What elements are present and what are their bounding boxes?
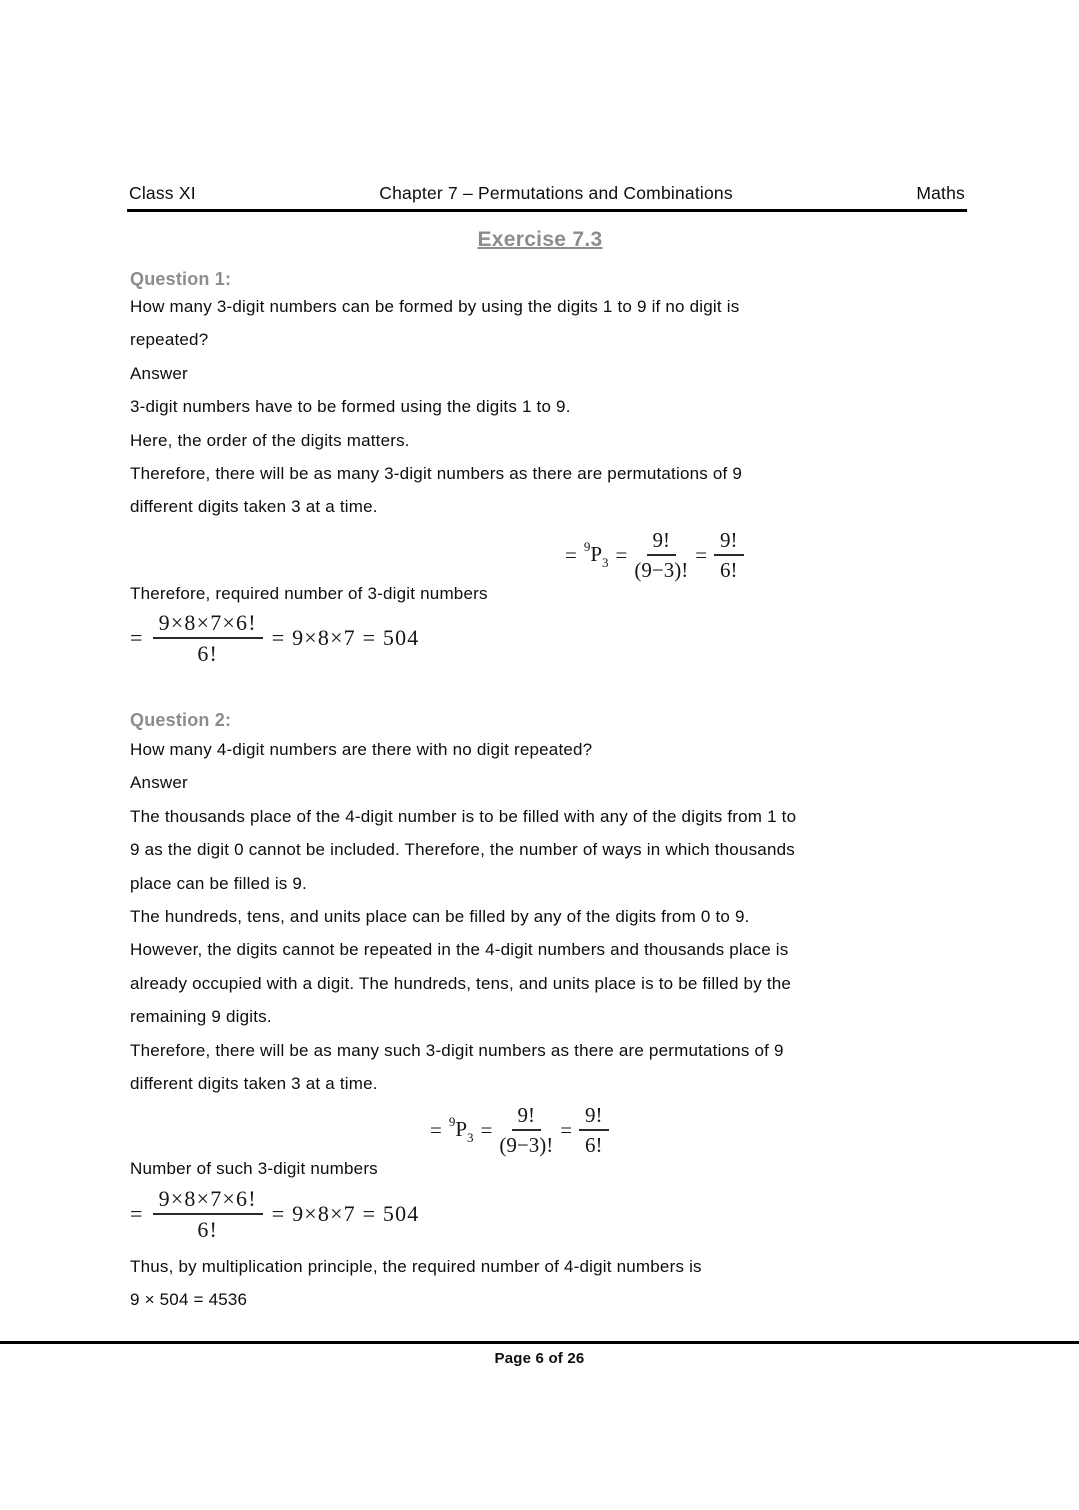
q2-permutation-formula-row [130,1103,960,1181]
formula-result: = 9×8×7 = 504 [271,625,420,651]
text-line: repeated? [130,330,209,350]
equals-sign: = [480,1117,493,1142]
text-line: The hundreds, tens, and units place can be filled by any of the digits from 0 to 9. [130,907,750,927]
exercise-title: Exercise 7.3 [477,228,603,251]
question-1-heading: Question 1: [130,269,232,289]
fraction: $\frac{9!}{6!}$ [714,528,744,582]
q1-formula-label: Therefore, required number of 3-digit numbers [130,584,488,603]
page-header [127,183,967,212]
text-line: different digits taken 3 at a time. [130,1074,378,1094]
equals-sign: = [615,542,628,567]
text-line: 3-digit numbers have to be formed using the digits 1 to 9. [130,397,571,417]
equals-sign: = [565,542,577,567]
equals-sign: = [130,1201,144,1227]
q2-calculation-row [130,1186,420,1250]
fraction: $\frac{9\times 8\times 7\times 6!}{6!}$ [153,610,263,667]
text-line: remaining 9 digits. [130,1007,272,1027]
q1-calculation-formula [130,610,420,667]
page-number-label: Page 6 of 26 [494,1350,585,1367]
fraction: $\frac{9!}{6!}$ [579,1103,609,1157]
equals-sign: = [130,625,144,651]
formula-result: = 9×8×7 = 504 [271,1201,420,1227]
text-line: Answer [130,363,188,383]
text-line: 9 as the digit 0 cannot be included. Therefore, the number of ways in which thousands [130,840,795,860]
text-line: Thus, by multiplication principle, the required number of 4-digit numbers is [130,1257,702,1276]
q1-permutation-formula-row [130,528,960,606]
text-line: How many 3-digit numbers can be formed by using the digits 1 to 9 if no digit is [130,297,740,316]
q2-calculation-formula [130,1186,420,1243]
text-line: The thousands place of the 4-digit number is to be filled with any of the digits from 1 to [130,806,797,826]
q1-calculation-row [130,610,420,674]
header-chapter-title: Chapter 7 – Permutations and Combinations [379,183,733,203]
fraction: $\frac{9\times 8\times 7\times 6!}{6!}$ [153,1186,263,1243]
text-line: 9 × 504 = 4536 [130,1290,248,1310]
text-line: place can be filled is 9. [130,873,307,893]
text-line: Here, the order of the digits matters. [130,430,410,450]
footer-divider [0,1341,1079,1344]
text-line: Therefore, there will be as many 3-digit numbers as there are permutations of 9 [130,464,743,484]
text-line: Answer [130,773,188,793]
npr-term: $^9P_3$ [583,539,609,571]
npr-term: $^9P_3$ [448,1114,474,1146]
text-line: Therefore, there will be as many such 3-digit numbers as there are permutations of 9 [130,1040,784,1060]
q1-permutation-formula [565,528,744,582]
header-class-label: Class XI [129,183,196,203]
fraction: $\frac{9!}{(9-3)!}$ [499,1103,554,1158]
text-line: already occupied with a digit. The hundreds, tens, and units place is to be filled by the [130,973,792,993]
question-1-text [130,290,742,524]
q2-permutation-formula [430,1103,609,1157]
equals-sign: = [430,1117,442,1142]
equals-sign: = [560,1117,573,1142]
header-subject-label: Maths [916,183,965,203]
q2-formula-label: Number of such 3-digit numbers [130,1159,378,1178]
text-line: However, the digits cannot be repeated in the 4-digit numbers and thousands place is [130,940,789,960]
text-line: different digits taken 3 at a time. [130,497,378,517]
text-line: How many 4-digit numbers are there with no digit repeated? [130,740,593,759]
question-2-text [130,733,796,1100]
q2-conclusion [130,1250,702,1317]
question-2-heading: Question 2: [130,710,232,730]
fraction: $\frac{9!}{(9-3)!}$ [634,528,689,583]
equals-sign: = [695,542,708,567]
